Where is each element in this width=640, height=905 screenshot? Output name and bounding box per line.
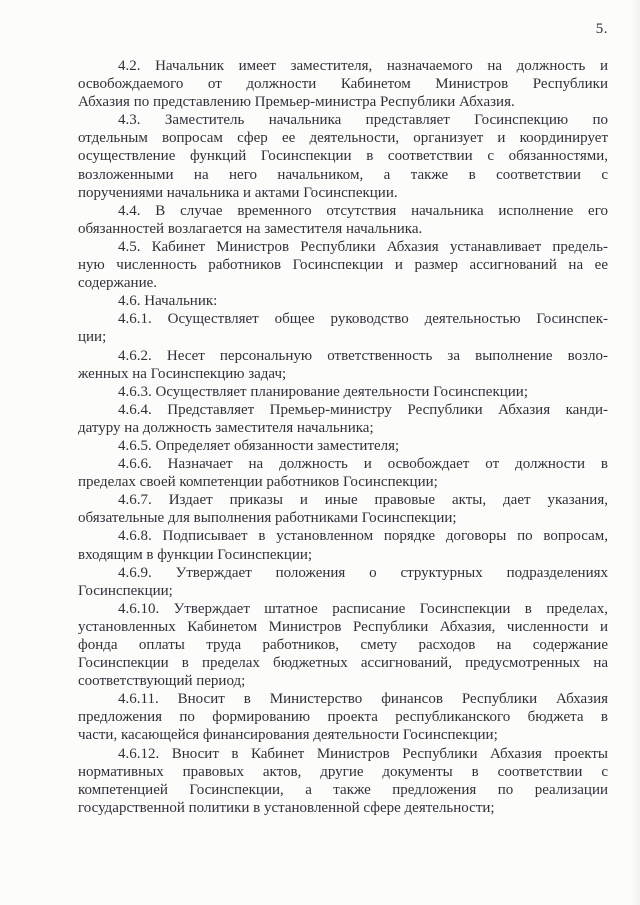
text-line: 4.6.7. Издает приказы и иные правовые акты, дает указания,: [118, 492, 608, 509]
text-line: 4.6.6. Назначает на должность и освобождает от должности в: [118, 456, 608, 473]
text-line: 4.6.10. Утверждает штатное расписание Госинспекции в пределах,: [118, 600, 608, 617]
paragraph-4-6-10: [78, 600, 608, 690]
paragraph-4-6-8: [78, 527, 608, 563]
scan-edge-artifact: [632, 0, 640, 905]
text-line: 4.6.2. Несет персональную ответственность за выполнение возло-: [118, 347, 608, 364]
paragraph-4-3: [78, 111, 608, 201]
paragraph-4-4: [78, 202, 608, 238]
text-line: 4.6.11. Вносит в Министерство финансов Республики Абхазия: [118, 691, 608, 708]
text-line: нормативных правовых актов, другие документы в соответствии с: [78, 763, 608, 780]
text-line: ции;: [78, 329, 107, 346]
paragraph-4-6-6: [78, 455, 608, 491]
paragraph-4-6-5: [78, 437, 608, 455]
paragraph-4-6-7: [78, 491, 608, 527]
text-line: осуществление функций Госинспекции в соответствии с обязанностями,: [78, 148, 608, 165]
text-line: входящим в функции Госинспекции;: [78, 546, 313, 563]
text-line: отдельным вопросам сфер ее деятельности, организует и координирует: [78, 130, 608, 147]
text-line: установленных Кабинетом Министров Республики Абхазия, численности и: [78, 618, 608, 635]
text-line: Госинспекции;: [78, 582, 173, 599]
text-line: 4.2. Начальник имеет заместителя, назначаемого на должность и: [118, 58, 608, 74]
text-line: 4.6. Начальник:: [118, 293, 218, 310]
paragraph-4-5: [78, 238, 608, 292]
paragraph-4-6: [78, 292, 608, 310]
text-line: обязательные для выполнения работниками Госинспекции;: [78, 510, 457, 527]
text-line: Абхазия по представлению Премьер-министра Республики Абхазия.: [78, 94, 515, 111]
text-line: поручениями начальника и актами Госинспекции.: [78, 184, 398, 201]
text-line: ную численность работников Госинспекции и размер ассигнований на ее: [78, 257, 608, 274]
document-body: [78, 57, 608, 817]
paragraph-4-6-3: [78, 383, 608, 401]
paragraph-4-6-1: [78, 310, 608, 346]
text-line: 4.6.12. Вносит в Кабинет Министров Республики Абхазия проекты: [118, 745, 608, 762]
text-line: 4.6.4. Представляет Премьер-министру Республики Абхазия канди-: [118, 401, 608, 418]
text-line: фонда оплаты труда работников, смету расходов на содержание: [78, 637, 608, 653]
paragraph-4-2: [78, 57, 608, 111]
paragraph-4-6-4: [78, 401, 608, 437]
text-line: 4.6.9. Утверждает положения о структурных подразделениях: [118, 564, 608, 581]
text-line: части, касающейся финансирования деятельности Госинспекции;: [78, 727, 498, 744]
text-line: содержание.: [78, 275, 157, 292]
text-line: 4.6.3. Осуществляет планирование деятельности Госинспекции;: [118, 383, 528, 400]
text-line: предложения по формированию проекта республиканского бюджета в: [78, 709, 608, 726]
text-line: возложенными на него начальником, а также в соответствии с: [78, 166, 608, 183]
text-line: пределах своей компетенции работников Госинспекции;: [78, 474, 438, 491]
paragraph-4-6-9: [78, 564, 608, 600]
text-line: 4.4. В случае временного отсутствия начальника исполнение его: [118, 202, 608, 219]
text-line: 4.3. Заместитель начальника представляет Госинспекцию по: [118, 112, 608, 129]
text-line: Госинспекции в пределах бюджетных ассигнований, предусмотренных на: [78, 655, 608, 672]
text-line: 4.5. Кабинет Министров Республики Абхазия устанавливает предель-: [118, 238, 608, 255]
paragraph-4-6-2: [78, 347, 608, 383]
text-line: государственной политики в установленной сфере деятельности;: [78, 799, 495, 816]
text-line: датуру на должность заместителя начальника;: [78, 419, 374, 436]
text-line: обязанностей возлагается на заместителя начальника.: [78, 220, 423, 237]
page-number: 5.: [595, 21, 608, 37]
text-line: компетенцией Госинспекции, а также предложения по реализации: [78, 781, 608, 798]
text-line: освобождаемого от должности Кабинетом Министров Республики: [78, 76, 608, 93]
paragraph-4-6-11: [78, 690, 608, 744]
text-line: женных на Госинспекцию задач;: [78, 365, 287, 382]
text-line: соответствующий период;: [78, 673, 246, 690]
text-line: 4.6.8. Подписывает в установленном порядке договоры по вопросам,: [118, 528, 608, 545]
paragraph-4-6-12: [78, 745, 608, 817]
text-line: 4.6.1. Осуществляет общее руководство деятельностью Госинспек-: [118, 311, 608, 328]
text-line: 4.6.5. Определяет обязанности заместителя;: [118, 437, 400, 454]
